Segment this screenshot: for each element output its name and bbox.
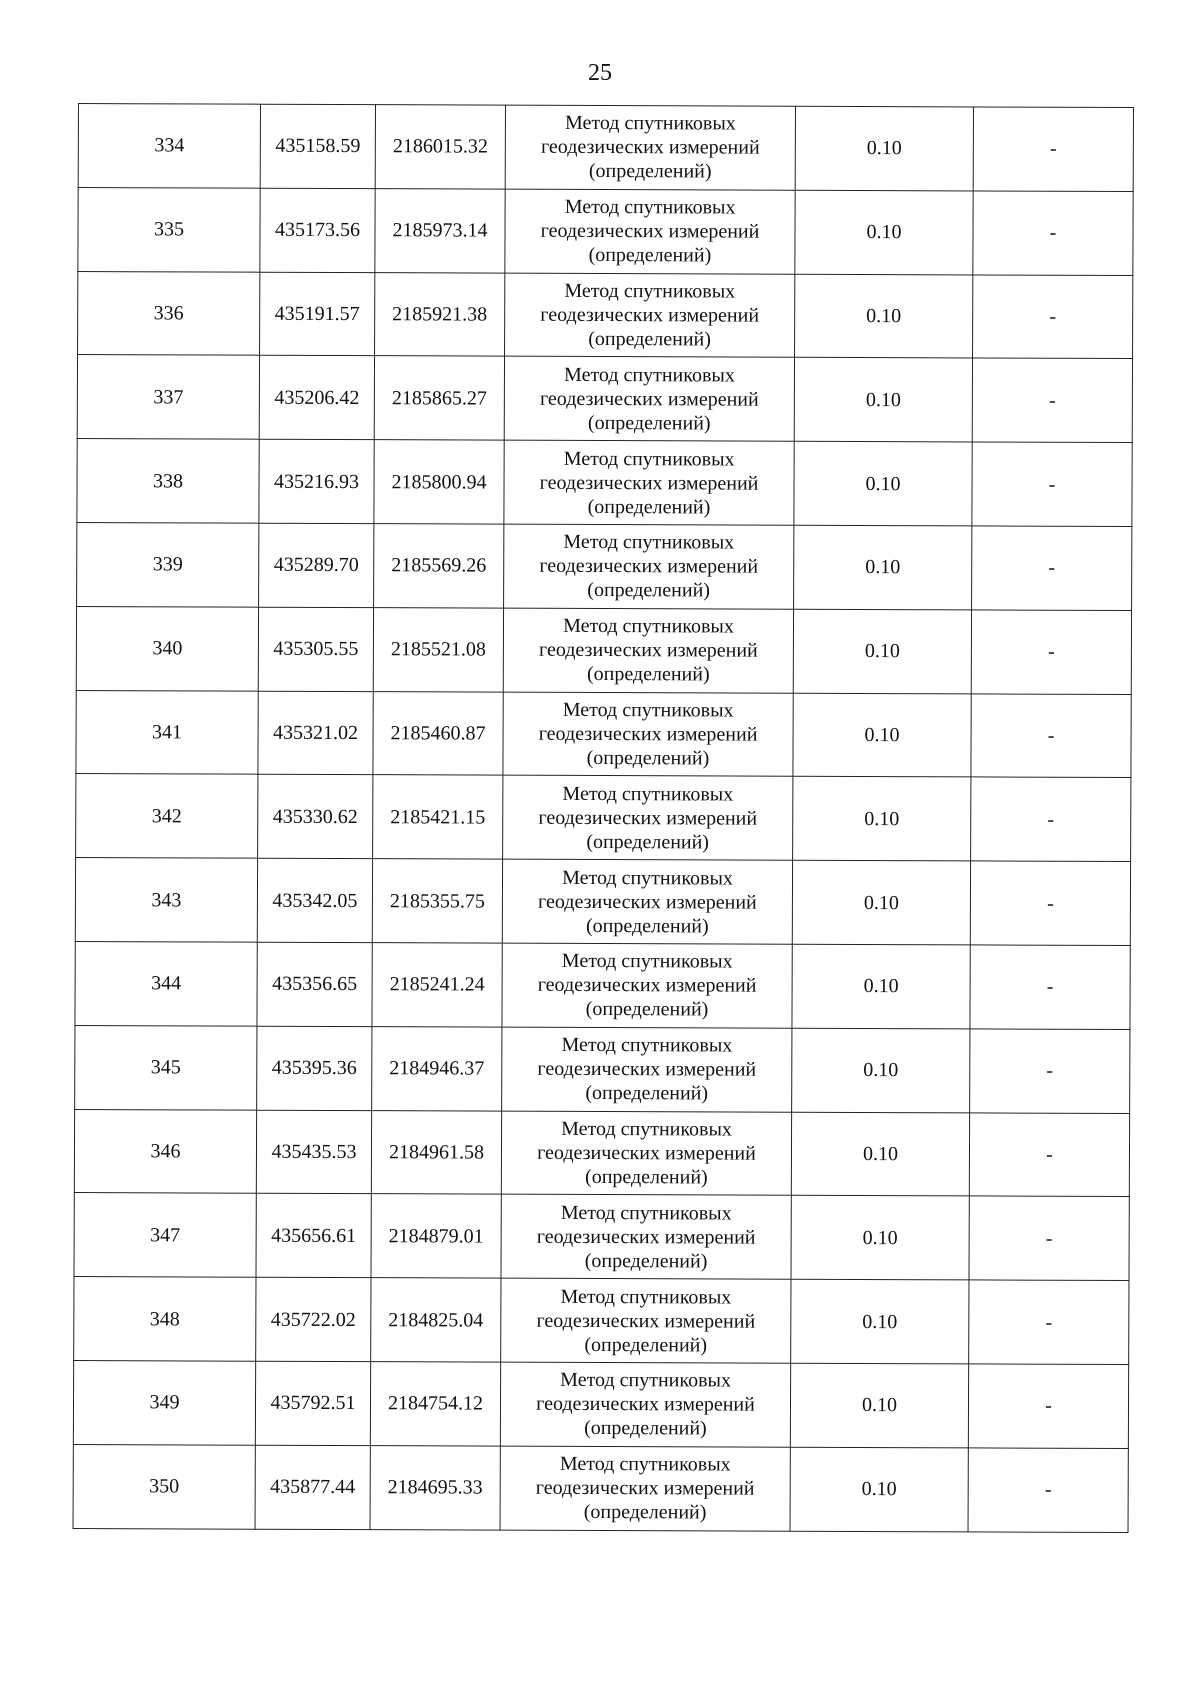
method-cell — [502, 1027, 792, 1112]
y-coordinate-cell: 2185865.27 — [374, 356, 504, 440]
method-cell — [500, 1446, 790, 1531]
table-row — [75, 941, 1130, 1029]
accuracy-cell: 0.10 — [795, 190, 973, 274]
method-line: (определений) — [585, 998, 709, 1021]
note-cell: - — [970, 861, 1130, 945]
y-coordinate-cell: 2185800.94 — [374, 440, 504, 524]
method-line: (определений) — [584, 1333, 708, 1356]
point-number-cell: 338 — [77, 439, 259, 523]
method-line: (определений) — [585, 1082, 709, 1105]
method-cell — [503, 692, 793, 777]
method-line: геодезических измерений — [539, 387, 759, 411]
y-coordinate-cell: 2185241.24 — [372, 943, 502, 1027]
method-line: Метод спутниковых — [562, 782, 734, 806]
method-cell — [504, 524, 794, 609]
x-coordinate-cell: 435289.70 — [259, 523, 374, 607]
accuracy-cell: 0.10 — [791, 1196, 969, 1280]
point-number-cell: 344 — [75, 941, 257, 1025]
point-number-cell: 350 — [73, 1444, 255, 1528]
x-coordinate-cell: 435342.05 — [257, 858, 372, 942]
table-row — [76, 606, 1131, 694]
method-line: (определений) — [584, 1249, 708, 1273]
point-number-cell: 341 — [76, 690, 258, 774]
note-cell: - — [969, 1280, 1129, 1364]
point-number-cell: 343 — [75, 858, 257, 942]
point-number-cell: 339 — [77, 522, 259, 606]
coordinates-table — [73, 103, 1134, 1533]
point-number-cell: 345 — [75, 1025, 257, 1109]
page-number: 25 — [588, 60, 612, 86]
note-cell: - — [973, 107, 1133, 191]
point-number-cell: 335 — [78, 187, 260, 271]
y-coordinate-cell: 2185569.26 — [374, 524, 504, 608]
y-coordinate-cell: 2184879.01 — [371, 1194, 501, 1278]
method-line: Метод спутниковых — [564, 112, 736, 135]
method-cell — [500, 1362, 790, 1447]
table-row — [77, 522, 1132, 610]
note-cell: - — [972, 358, 1132, 442]
accuracy-cell: 0.10 — [793, 777, 971, 861]
method-cell — [505, 273, 795, 358]
point-number-cell: 347 — [74, 1193, 256, 1277]
method-cell — [501, 1194, 791, 1279]
method-line: Метод спутниковых — [563, 447, 735, 471]
point-number-cell: 334 — [78, 104, 260, 188]
y-coordinate-cell: 2185521.08 — [373, 607, 503, 691]
method-line: (определений) — [586, 830, 710, 854]
coordinates-table-body — [73, 104, 1133, 1533]
x-coordinate-cell: 435158.59 — [260, 104, 375, 188]
accuracy-cell: 0.10 — [795, 274, 973, 358]
note-cell: - — [970, 1029, 1130, 1113]
method-line: Метод спутниковых — [563, 531, 735, 554]
table-row — [77, 439, 1132, 527]
method-line: геодезических измерений — [538, 722, 758, 746]
table-row — [78, 187, 1133, 275]
accuracy-cell: 0.10 — [791, 1279, 969, 1363]
table-row — [75, 1025, 1130, 1113]
y-coordinate-cell: 2185355.75 — [372, 859, 502, 943]
point-number-cell: 336 — [78, 271, 260, 355]
method-line: (определений) — [586, 746, 710, 770]
method-line: Метод спутниковых — [562, 698, 734, 722]
note-cell: - — [970, 945, 1130, 1029]
accuracy-cell: 0.10 — [792, 860, 970, 944]
table-row — [76, 690, 1131, 778]
y-coordinate-cell: 2185973.14 — [375, 188, 505, 272]
note-cell: - — [971, 777, 1131, 861]
x-coordinate-cell: 435330.62 — [258, 775, 373, 859]
point-number-cell: 348 — [74, 1277, 256, 1361]
x-coordinate-cell: 435206.42 — [259, 356, 374, 440]
x-coordinate-cell: 435877.44 — [255, 1445, 370, 1529]
method-line: (определений) — [585, 1165, 708, 1189]
table-row — [78, 104, 1133, 192]
method-line: геодезических измерений — [537, 974, 757, 997]
method-line: Метод спутниковых — [563, 615, 734, 638]
accuracy-cell: 0.10 — [794, 358, 972, 442]
method-cell — [501, 1111, 791, 1196]
point-number-cell: 342 — [76, 774, 258, 858]
table-row — [76, 774, 1131, 862]
method-line: геодезических измерений — [538, 806, 758, 830]
method-line: геодезических измерений — [540, 303, 760, 327]
table-row — [74, 1109, 1129, 1197]
note-cell: - — [972, 442, 1132, 526]
note-cell: - — [969, 1196, 1129, 1280]
method-line: (определений) — [588, 244, 712, 267]
method-line: (определений) — [588, 327, 711, 351]
method-cell — [504, 357, 794, 442]
method-line: Метод спутниковых — [560, 1369, 732, 1392]
table-row — [77, 355, 1132, 443]
method-line: Метод спутниковых — [559, 1453, 731, 1476]
accuracy-cell: 0.10 — [791, 1112, 969, 1196]
method-cell — [502, 859, 792, 944]
method-line: геодезических измерений — [540, 136, 760, 160]
method-line: Метод спутниковых — [564, 279, 736, 303]
method-cell — [504, 440, 794, 525]
method-line: геодезических измерений — [538, 890, 757, 914]
x-coordinate-cell: 435356.65 — [257, 942, 372, 1026]
accuracy-cell: 0.10 — [793, 609, 971, 693]
method-line: (определений) — [587, 579, 711, 602]
x-coordinate-cell: 435305.55 — [258, 607, 373, 691]
table-row — [73, 1360, 1128, 1448]
note-cell: - — [971, 694, 1131, 778]
y-coordinate-cell: 2184946.37 — [372, 1026, 502, 1110]
x-coordinate-cell: 435191.57 — [260, 272, 375, 356]
accuracy-cell: 0.10 — [792, 944, 970, 1028]
accuracy-cell: 0.10 — [795, 106, 973, 190]
accuracy-cell: 0.10 — [790, 1447, 968, 1531]
method-line: Метод спутниковых — [562, 866, 733, 890]
note-cell: - — [973, 275, 1133, 359]
method-cell — [503, 776, 793, 861]
table-row — [73, 1444, 1128, 1532]
method-line: Метод спутниковых — [564, 196, 736, 219]
y-coordinate-cell: 2184961.58 — [371, 1110, 501, 1194]
x-coordinate-cell: 435722.02 — [256, 1277, 371, 1361]
method-line: (определений) — [586, 663, 710, 686]
method-cell — [501, 1278, 791, 1363]
table-row — [75, 858, 1130, 946]
method-line: геодезических измерений — [535, 1476, 755, 1500]
accuracy-cell: 0.10 — [793, 693, 971, 777]
table-row — [78, 271, 1133, 359]
note-cell: - — [968, 1448, 1128, 1532]
y-coordinate-cell: 2185460.87 — [373, 691, 503, 775]
note-cell: - — [973, 191, 1133, 275]
x-coordinate-cell: 435173.56 — [260, 188, 375, 272]
table-row — [74, 1193, 1129, 1281]
method-line: Метод спутниковых — [560, 1201, 732, 1225]
accuracy-cell: 0.10 — [794, 441, 972, 525]
method-line: геодезических измерений — [537, 1057, 757, 1081]
method-cell — [503, 608, 793, 693]
y-coordinate-cell: 2184695.33 — [370, 1445, 500, 1529]
point-number-cell: 340 — [76, 606, 258, 690]
method-line: (определений) — [587, 495, 711, 519]
method-line: Метод спутниковых — [561, 1034, 733, 1057]
x-coordinate-cell: 435321.02 — [258, 691, 373, 775]
point-number-cell: 337 — [77, 355, 259, 439]
y-coordinate-cell: 2185921.38 — [375, 272, 505, 356]
method-line: геодезических измерений — [539, 471, 759, 495]
y-coordinate-cell: 2185421.15 — [373, 775, 503, 859]
table-row — [74, 1277, 1129, 1365]
note-cell: - — [971, 610, 1131, 694]
accuracy-cell: 0.10 — [792, 1028, 970, 1112]
method-line: геодезических измерений — [540, 219, 760, 243]
x-coordinate-cell: 435656.61 — [256, 1194, 371, 1278]
y-coordinate-cell: 2184754.12 — [370, 1362, 500, 1446]
method-line: Метод спутниковых — [560, 1285, 732, 1309]
method-cell — [505, 105, 795, 190]
method-cell — [505, 189, 795, 274]
method-line: Метод спутниковых — [564, 363, 735, 387]
y-coordinate-cell: 2184825.04 — [371, 1278, 501, 1362]
method-line: (определений) — [584, 1417, 707, 1440]
note-cell: - — [969, 1112, 1129, 1196]
accuracy-cell: 0.10 — [790, 1363, 968, 1447]
note-cell: - — [968, 1364, 1128, 1448]
x-coordinate-cell: 435395.36 — [257, 1026, 372, 1110]
method-line: (определений) — [583, 1501, 707, 1524]
method-line: геодезических измерений — [537, 1141, 756, 1165]
method-cell — [502, 943, 792, 1028]
point-number-cell: 346 — [74, 1109, 256, 1193]
note-cell: - — [972, 526, 1132, 610]
method-line: геодезических измерений — [536, 1393, 755, 1416]
x-coordinate-cell: 435792.51 — [255, 1361, 370, 1445]
x-coordinate-cell: 435216.93 — [259, 439, 374, 523]
method-line: (определений) — [587, 411, 711, 435]
method-line: геодезических измерений — [536, 1225, 756, 1249]
x-coordinate-cell: 435435.53 — [256, 1110, 371, 1194]
method-line: (определений) — [585, 914, 709, 937]
method-line: геодезических измерений — [539, 555, 759, 578]
method-line: (определений) — [588, 160, 712, 183]
method-line: геодезических измерений — [536, 1309, 756, 1333]
method-line: геодезических измерений — [539, 638, 758, 662]
method-line: Метод спутниковых — [561, 950, 733, 973]
point-number-cell: 349 — [73, 1360, 255, 1444]
y-coordinate-cell: 2186015.32 — [375, 105, 505, 189]
method-line: Метод спутниковых — [561, 1117, 732, 1141]
accuracy-cell: 0.10 — [794, 525, 972, 609]
